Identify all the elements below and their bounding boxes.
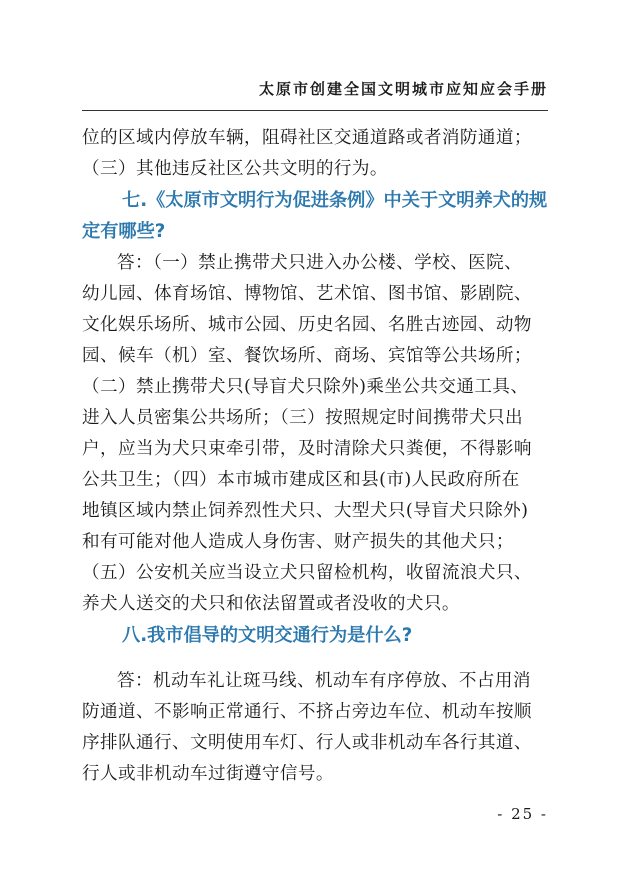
answer-line: 公共卫生；（四）本市城市建成区和县(市)人民政府所在 <box>82 470 520 490</box>
body-line: （三）其他违反社区公共文明的行为。 <box>82 159 388 179</box>
answer-line: 园、候车（机）室、餐饮场所、商场、宾馆等公共场所； <box>82 346 532 366</box>
answer-line: 答：机动车礼让斑马线、机动车有序停放、不占用消 <box>117 671 531 691</box>
answer-line: 行人或非机动车过街遵守信号。 <box>82 764 334 784</box>
answer-line: 地镇区域内禁止饲养烈性犬只、大型犬只(导盲犬只除外) <box>82 501 529 521</box>
page-number: - 25 - <box>497 805 548 823</box>
running-header-title: 太原市创建全国文明城市应知应会手册 <box>258 80 548 98</box>
answer-line: 养犬人送交的犬只和依法留置或者没收的犬只。 <box>82 594 460 614</box>
answer-line: 文化娱乐场所、城市公园、历史名园、名胜古迹园、动物 <box>82 315 532 335</box>
answer-line: 答：（一）禁止携带犬只进入办公楼、学校、医院、 <box>117 253 523 273</box>
section-8-heading: 八.我市倡导的文明交通行为是什么? <box>122 625 413 646</box>
answer-line: 幼儿园、体育场馆、博物馆、艺术馆、图书馆、影剧院、 <box>82 284 532 304</box>
answer-line: 进入人员密集公共场所；（三）按照规定时间携带犬只出 <box>82 408 524 428</box>
answer-line: 序排队通行、文明使用车灯、行人或非机动车各行其道、 <box>82 733 532 753</box>
answer-line: （五）公安机关应当设立犬只留检机构，收留流浪犬只、 <box>82 563 532 583</box>
section-7-heading: 七.《太原市文明行为促进条例》中关于文明养犬的规 <box>122 190 548 211</box>
answer-line: 和有可能对他人造成人身伤害、财产损失的其他犬只； <box>82 532 514 552</box>
body-line: 位的区域内停放车辆，阻碍社区交通道路或者消防通道； <box>82 128 532 148</box>
answer-line: 防通道、不影响正常通行、不挤占旁边车位、机动车按顺 <box>82 702 532 722</box>
section-7-heading-continued: 定有哪些? <box>82 221 166 242</box>
answer-line: （二）禁止携带犬只(导盲犬只除外)乘坐公共交通工具、 <box>82 377 529 397</box>
answer-line: 户，应当为犬只束牵引带，及时清除犬只粪便，不得影响 <box>82 439 532 459</box>
header-divider <box>82 110 548 111</box>
